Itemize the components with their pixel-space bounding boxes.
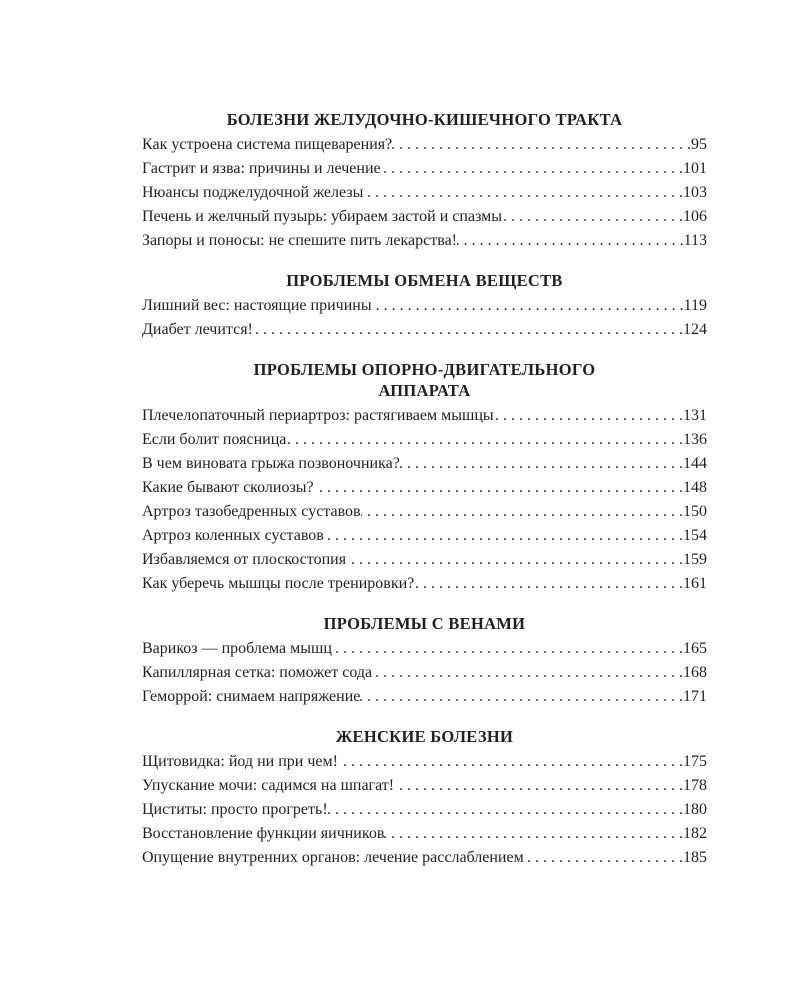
dot-leader <box>381 157 683 181</box>
entry-title: В чем виновата грыжа позвоночника? <box>142 455 400 472</box>
toc-entry[interactable] <box>142 846 707 870</box>
dot-leader <box>384 822 683 846</box>
entry-title: Печень и желчный пузырь: убираем застой и спазмы <box>142 208 503 225</box>
entry-page-number: 113 <box>683 232 707 249</box>
entry-page-number: 148 <box>683 479 707 496</box>
entry-title: Капиллярная сетка: поможет сода <box>142 664 373 681</box>
entry-page-number: 131 <box>683 407 707 424</box>
toc-entry[interactable] <box>142 229 707 253</box>
section-heading: ПРОБЛЕМЫ ОБМЕНА ВЕЩЕСТВ <box>286 271 563 290</box>
entry-title: Избавляемся от плоскостопия <box>142 551 347 568</box>
section-heading: ПРОБЛЕМЫ ОПОРНО-ДВИГАТЕЛЬНОГО АППАРАТА <box>253 360 596 400</box>
entry-title: Как устроена система пищеварения? <box>142 136 393 153</box>
toc-entry[interactable] <box>142 133 707 157</box>
entry-page-number: 178 <box>683 777 707 794</box>
entry-page-number: 159 <box>683 551 707 568</box>
entry-page-number: 136 <box>683 431 707 448</box>
toc-entry[interactable] <box>142 572 707 596</box>
toc-entry[interactable] <box>142 798 707 822</box>
dot-leader <box>372 294 684 318</box>
entry-page-number: 119 <box>683 297 707 314</box>
toc-entry[interactable] <box>142 428 707 452</box>
entry-page-number: 150 <box>683 503 707 520</box>
toc-entry[interactable] <box>142 548 707 572</box>
dot-leader <box>361 500 683 524</box>
entry-title: Восстановление функции яичников <box>142 825 385 842</box>
entry-page-number: 95 <box>691 136 707 153</box>
entry-title: Гастрит и язва: причины и лечение <box>142 160 381 177</box>
toc-entry[interactable] <box>142 637 707 661</box>
entry-title: Если болит поясница <box>142 431 287 448</box>
toc-entry[interactable] <box>142 774 707 798</box>
toc-section <box>142 270 707 342</box>
entry-page-number: 154 <box>683 527 707 544</box>
entry-title: Варикоз — проблема мышц <box>142 640 332 657</box>
dot-leader <box>363 181 683 205</box>
entry-page-number: 101 <box>683 160 707 177</box>
entry-page-number: 182 <box>683 825 707 842</box>
dot-leader <box>286 428 683 452</box>
entry-page-number: 180 <box>683 801 707 818</box>
dot-leader <box>394 774 683 798</box>
entry-title: Опущение внутренних органов: лечение расслаблением <box>142 849 524 866</box>
dot-leader <box>494 404 683 428</box>
dot-leader <box>400 452 683 476</box>
toc-entry[interactable] <box>142 404 707 428</box>
toc-entry[interactable] <box>142 750 707 774</box>
dot-leader <box>524 846 683 870</box>
toc-entry[interactable] <box>142 500 707 524</box>
toc-entry[interactable] <box>142 685 707 709</box>
entry-title: Артроз коленных суставов <box>142 527 324 544</box>
dot-leader <box>392 133 691 157</box>
dot-leader <box>332 637 683 661</box>
entry-title: Щитовидка: йод ни при чем! <box>142 753 338 770</box>
dot-leader <box>314 476 683 500</box>
dot-leader <box>372 661 683 685</box>
dot-leader <box>346 548 683 572</box>
entry-page-number: 185 <box>683 849 707 866</box>
entry-title: Лишний вес: настоящие причины <box>142 297 372 314</box>
entry-title: Циститы: просто прогреть! <box>142 801 328 818</box>
entry-title: Диабет лечится! <box>142 321 253 338</box>
toc-entry[interactable] <box>142 661 707 685</box>
toc-entry[interactable] <box>142 294 707 318</box>
entry-page-number: 106 <box>683 208 707 225</box>
toc-entry[interactable] <box>142 205 707 229</box>
entry-page-number: 144 <box>683 455 707 472</box>
toc-section <box>142 613 707 709</box>
entry-page-number: 161 <box>683 575 707 592</box>
dot-leader <box>324 524 683 548</box>
entry-title: Запоры и поносы: не спешите пить лекарства! <box>142 232 458 249</box>
toc-entry[interactable] <box>142 822 707 846</box>
section-heading: ПРОБЛЕМЫ С ВЕНАМИ <box>323 614 526 633</box>
toc-entry[interactable] <box>142 524 707 548</box>
toc-entry[interactable] <box>142 157 707 181</box>
entry-title: Какие бывают сколиозы? <box>142 479 314 496</box>
dot-leader <box>328 798 683 822</box>
toc-entry[interactable] <box>142 476 707 500</box>
toc-section <box>142 359 707 596</box>
entry-page-number: 103 <box>683 184 707 201</box>
section-heading: БОЛЕЗНИ ЖЕЛУДОЧНО-КИШЕЧНОГО ТРАКТА <box>226 110 623 129</box>
dot-leader <box>360 685 683 709</box>
table-of-contents <box>142 109 707 887</box>
toc-section <box>142 109 707 253</box>
dot-leader <box>414 572 683 596</box>
entry-title: Как уберечь мышцы после тренировки? <box>142 575 415 592</box>
toc-entry[interactable] <box>142 318 707 342</box>
dot-leader <box>457 229 684 253</box>
entry-page-number: 171 <box>683 688 707 705</box>
entry-title: Артроз тазобедренных суставов <box>142 503 361 520</box>
dot-leader <box>338 750 683 774</box>
entry-page-number: 165 <box>683 640 707 657</box>
entry-title: Упускание мочи: садимся на шпагат! <box>142 777 395 794</box>
toc-section <box>142 726 707 870</box>
entry-page-number: 175 <box>683 753 707 770</box>
entry-title: Нюансы поджелудочной железы <box>142 184 364 201</box>
dot-leader <box>502 205 683 229</box>
entry-title: Геморрой: снимаем напряжение <box>142 688 361 705</box>
toc-entry[interactable] <box>142 181 707 205</box>
entry-title: Плечелопаточный периартроз: растягиваем мышцы <box>142 407 494 424</box>
toc-entry[interactable] <box>142 452 707 476</box>
section-heading: ЖЕНСКИЕ БОЛЕЗНИ <box>335 727 514 746</box>
entry-page-number: 124 <box>683 321 707 338</box>
entry-page-number: 168 <box>683 664 707 681</box>
dot-leader <box>253 318 683 342</box>
